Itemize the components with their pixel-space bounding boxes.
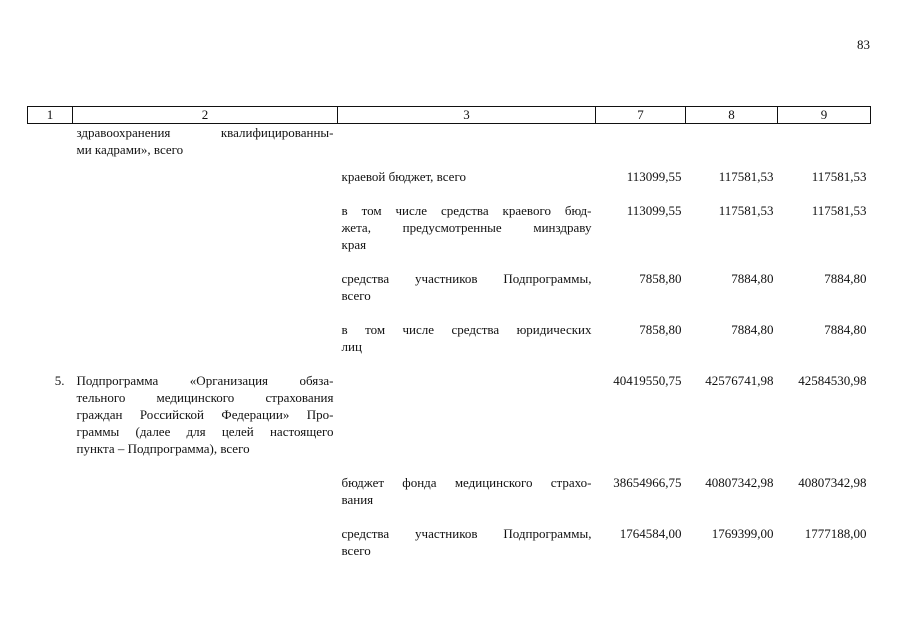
source_lines-line: всего — [341, 543, 371, 558]
value-col-8: 1769399,00 — [711, 526, 774, 541]
row-funding-source — [338, 158, 596, 185]
source_lines-line: бюджет фонда медицинского страхо- — [341, 475, 592, 490]
row-name — [73, 253, 338, 304]
source_lines-line: в том числе средства юридических — [341, 322, 592, 337]
row-funding-source — [338, 508, 596, 559]
row-funding-source — [338, 355, 596, 457]
value-col-8: 42576741,98 — [705, 373, 774, 388]
value-col-7: 1764584,00 — [619, 526, 682, 541]
table-row — [28, 124, 871, 159]
row-funding-source — [338, 304, 596, 355]
table-row — [28, 253, 871, 304]
header-col-2: 2 — [73, 107, 338, 124]
row-number — [28, 457, 73, 508]
row-number — [28, 304, 73, 355]
table-row — [28, 304, 871, 355]
header-row — [28, 107, 871, 124]
table-row — [28, 457, 871, 508]
name_lines-line: здравоохранения квалифицированны- — [76, 125, 334, 140]
row-funding-source — [338, 124, 596, 159]
row-number — [28, 355, 73, 457]
row-funding-source — [338, 457, 596, 508]
value-col-9: 7884,80 — [824, 322, 867, 337]
row-name — [73, 355, 338, 457]
row-name — [73, 158, 338, 185]
value-col-9: 7884,80 — [824, 271, 867, 286]
value-col-8: 7884,80 — [731, 322, 774, 337]
source_lines-line: в том числе средства краевого бюд- — [341, 203, 592, 218]
source_lines-line: всего — [341, 288, 371, 303]
header-col-8: 8 — [686, 107, 778, 124]
value-col-9: 42584530,98 — [798, 373, 867, 388]
value-col-8: 117581,53 — [718, 169, 774, 184]
value-col-9: 1777188,00 — [804, 526, 867, 541]
source_lines-line: средства участников Подпрограммы, — [341, 271, 592, 286]
source_lines-line: жета, предусмотренные минздраву — [341, 220, 592, 235]
row-number — [28, 508, 73, 559]
table-row — [28, 158, 871, 185]
row-funding-source — [338, 253, 596, 304]
name_lines-line: пункта – Подпрограмма), всего — [76, 441, 250, 456]
source_lines-line: средства участников Подпрограммы, — [341, 526, 592, 541]
value-col-7: 38654966,75 — [613, 475, 682, 490]
value-col-9: 117581,53 — [811, 203, 867, 218]
value-col-9: 40807342,98 — [798, 475, 867, 490]
table-body — [28, 124, 871, 560]
source_lines-line: вания — [341, 492, 374, 507]
header-col-1: 1 — [28, 107, 73, 124]
value-col-7: 7858,80 — [639, 271, 682, 286]
table-row — [28, 185, 871, 253]
name_lines-line: граждан Российской Федерации» Про- — [76, 407, 334, 422]
value-col-7: 7858,80 — [639, 322, 682, 337]
value-col-8: 40807342,98 — [705, 475, 774, 490]
value-col-7 — [596, 124, 686, 159]
table-row — [28, 508, 871, 559]
name_lines-line: граммы (далее для целей настоящего — [76, 424, 334, 439]
name_lines-line: ми кадрами», всего — [76, 142, 184, 157]
row-number-text: 5. — [54, 373, 65, 388]
row-number — [28, 124, 73, 159]
row-number — [28, 253, 73, 304]
row-name — [73, 124, 338, 159]
value-col-9 — [778, 124, 871, 159]
value-col-8 — [686, 124, 778, 159]
source_lines-line: краевой бюджет, всего — [341, 169, 466, 184]
row-name — [73, 508, 338, 559]
row-number — [28, 185, 73, 253]
row-name — [73, 304, 338, 355]
value-col-7: 113099,55 — [626, 169, 682, 184]
source_lines-line: лиц — [341, 339, 362, 354]
row-funding-source — [338, 185, 596, 253]
budget-table — [27, 106, 871, 559]
page-number: 83 — [857, 37, 870, 52]
value-col-7: 40419550,75 — [613, 373, 682, 388]
value-col-8: 117581,53 — [718, 203, 774, 218]
row-name — [73, 185, 338, 253]
row-number — [28, 158, 73, 185]
header-col-9: 9 — [778, 107, 871, 124]
header-col-7: 7 — [596, 107, 686, 124]
row-name — [73, 457, 338, 508]
source_lines-line: края — [341, 237, 367, 252]
table-row — [28, 355, 871, 457]
value-col-9: 117581,53 — [811, 169, 867, 184]
header-col-3: 3 — [338, 107, 596, 124]
value-col-7: 113099,55 — [626, 203, 682, 218]
name_lines-line: Подпрограмма «Организация обяза- — [76, 373, 334, 388]
name_lines-line: тельного медицинского страхования — [76, 390, 334, 405]
value-col-8: 7884,80 — [731, 271, 774, 286]
